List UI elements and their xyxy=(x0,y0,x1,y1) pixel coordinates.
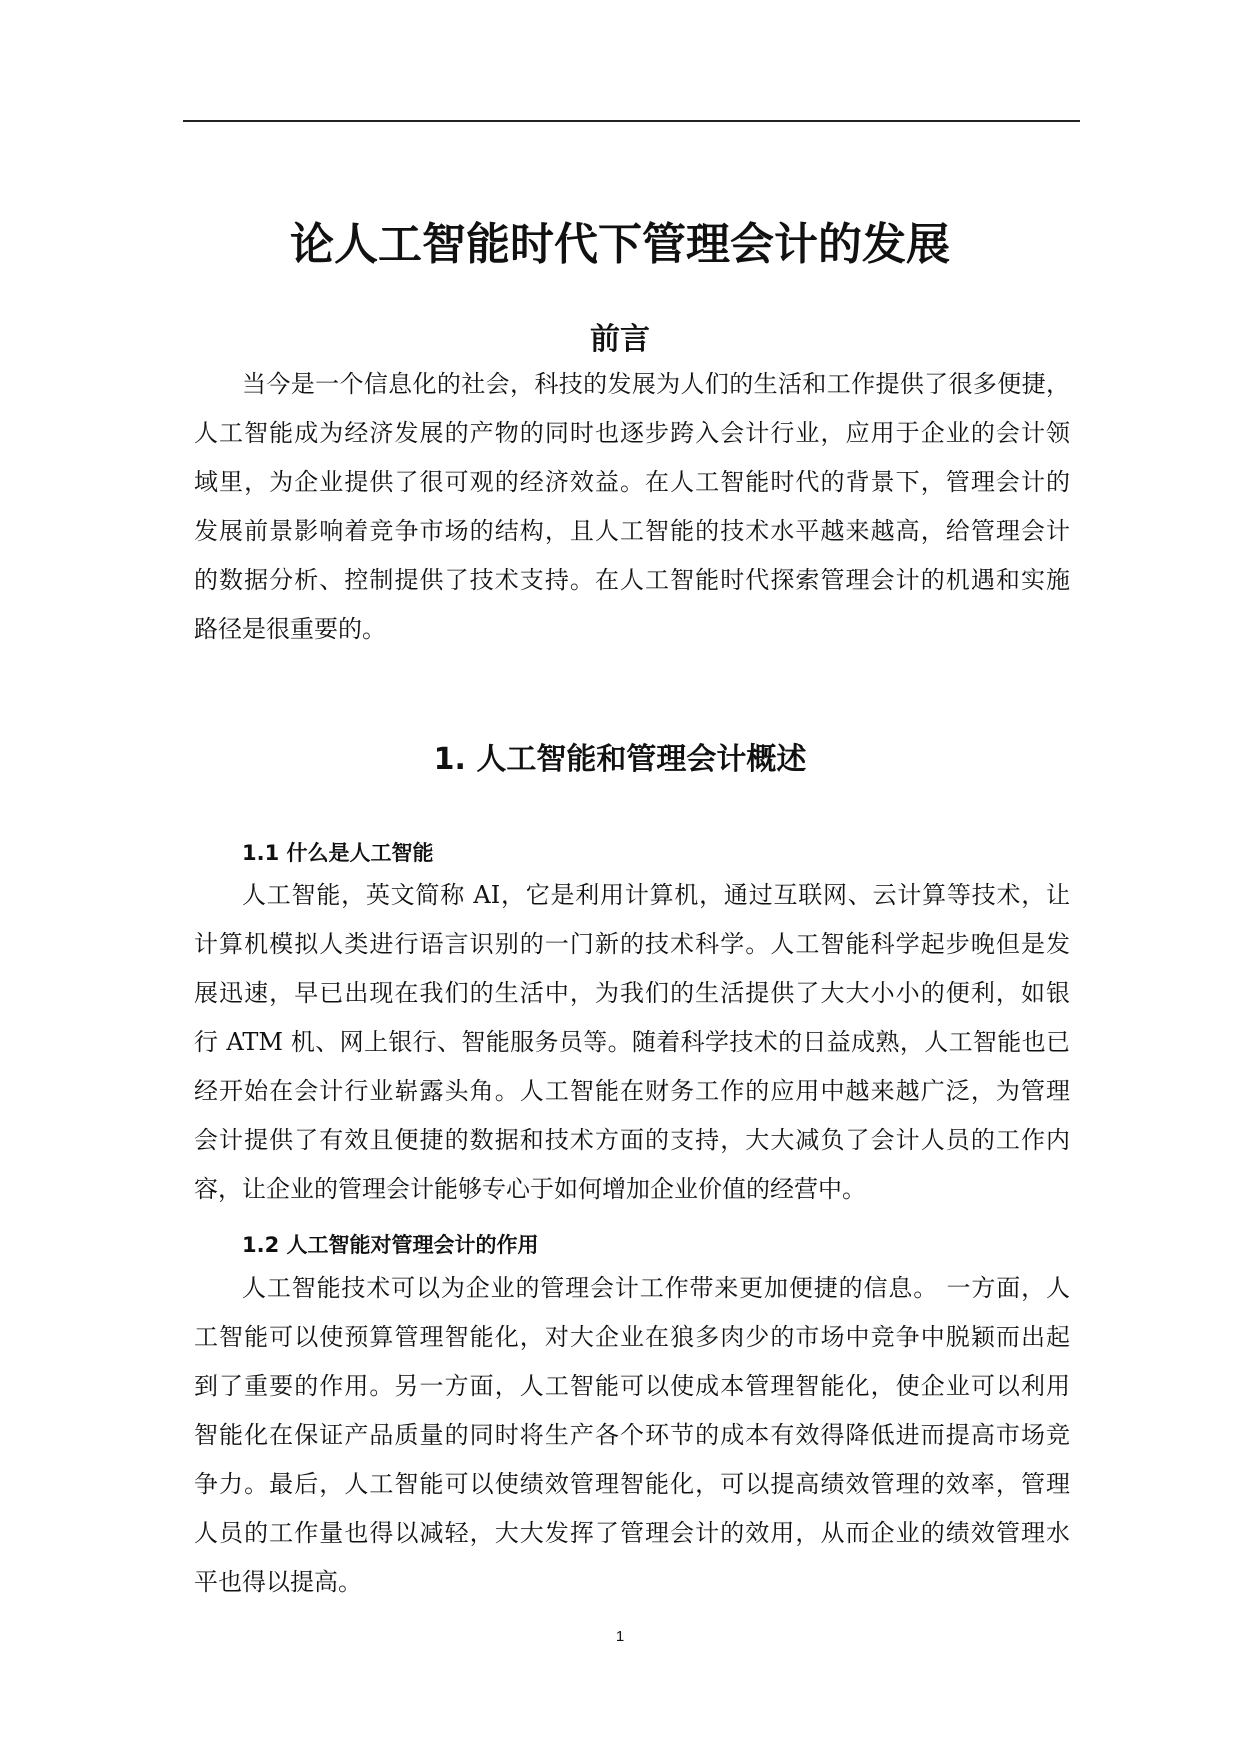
subsection-1-paragraph xyxy=(194,871,1070,1214)
document-title: 论人工智能时代下管理会计的发展 xyxy=(290,219,950,270)
text-line: 发展前景影响着竞争市场的结构，且人工智能的技术水平越来越高，给管理会计 xyxy=(194,517,1070,545)
text-line: 展迅速，早已出现在我们的生活中，为我们的生活提供了大大小小的便利，如银 xyxy=(194,979,1070,1007)
text-line: 当今是一个信息化的社会，科技的发展为人们的生活和工作提供了很多便捷， xyxy=(242,370,1070,398)
text-line: 会计提供了有效且便捷的数据和技术方面的支持，大大减负了会计人员的工作内 xyxy=(194,1126,1070,1154)
page-number: 1 xyxy=(615,1628,625,1645)
subsection-heading: 1.2 人工智能对管理会计的作用 xyxy=(242,1233,539,1257)
preface-paragraph xyxy=(194,360,1070,654)
subsection-2-paragraph xyxy=(194,1264,1070,1607)
text-line: 路径是很重要的。 xyxy=(194,615,386,643)
text-line: 人员的工作量也得以减轻，大大发挥了管理会计的效用，从而企业的绩效管理水 xyxy=(194,1519,1070,1547)
header-rule xyxy=(183,120,1080,122)
text-line: 的数据分析、控制提供了技术支持。在人工智能时代探索管理会计的机遇和实施 xyxy=(194,566,1070,594)
text-line: 行 ATM 机、网上银行、智能服务员等。随着科学技术的日益成熟，人工智能也已 xyxy=(194,1028,1070,1056)
text-line: 人工智能技术可以为企业的管理会计工作带来更加便捷的信息。 一方面，人 xyxy=(242,1274,1070,1302)
text-line: 到了重要的作用。另一方面，人工智能可以使成本管理智能化，使企业可以利用 xyxy=(194,1372,1070,1400)
subsection-heading: 1.1 什么是人工智能 xyxy=(242,841,434,865)
text-line: 智能化在保证产品质量的同时将生产各个环节的成本有效得降低进而提高市场竞 xyxy=(194,1421,1070,1449)
text-line: 容，让企业的管理会计能够专心于如何增加企业价值的经营中。 xyxy=(194,1175,866,1203)
text-line: 域里，为企业提供了很可观的经济效益。在人工智能时代的背景下，管理会计的 xyxy=(194,468,1070,496)
text-line: 平也得以提高。 xyxy=(194,1568,362,1596)
section-heading: 1. 人工智能和管理会计概述 xyxy=(433,742,807,777)
text-line: 争力。最后，人工智能可以使绩效管理智能化，可以提高绩效管理的效率，管理 xyxy=(194,1470,1070,1498)
text-line: 人工智能成为经济发展的产物的同时也逐步跨入会计行业，应用于企业的会计领 xyxy=(194,419,1070,447)
text-line: 人工智能，英文简称 AI，它是利用计算机，通过互联网、云计算等技术，让 xyxy=(242,881,1070,909)
preface-heading: 前言 xyxy=(590,322,650,357)
text-line: 工智能可以使预算管理智能化，对大企业在狼多肉少的市场中竞争中脱颖而出起 xyxy=(194,1323,1070,1351)
text-line: 经开始在会计行业崭露头角。人工智能在财务工作的应用中越来越广泛，为管理 xyxy=(194,1077,1070,1105)
text-line: 计算机模拟人类进行语言识别的一门新的技术科学。人工智能科学起步晚但是发 xyxy=(194,930,1070,958)
